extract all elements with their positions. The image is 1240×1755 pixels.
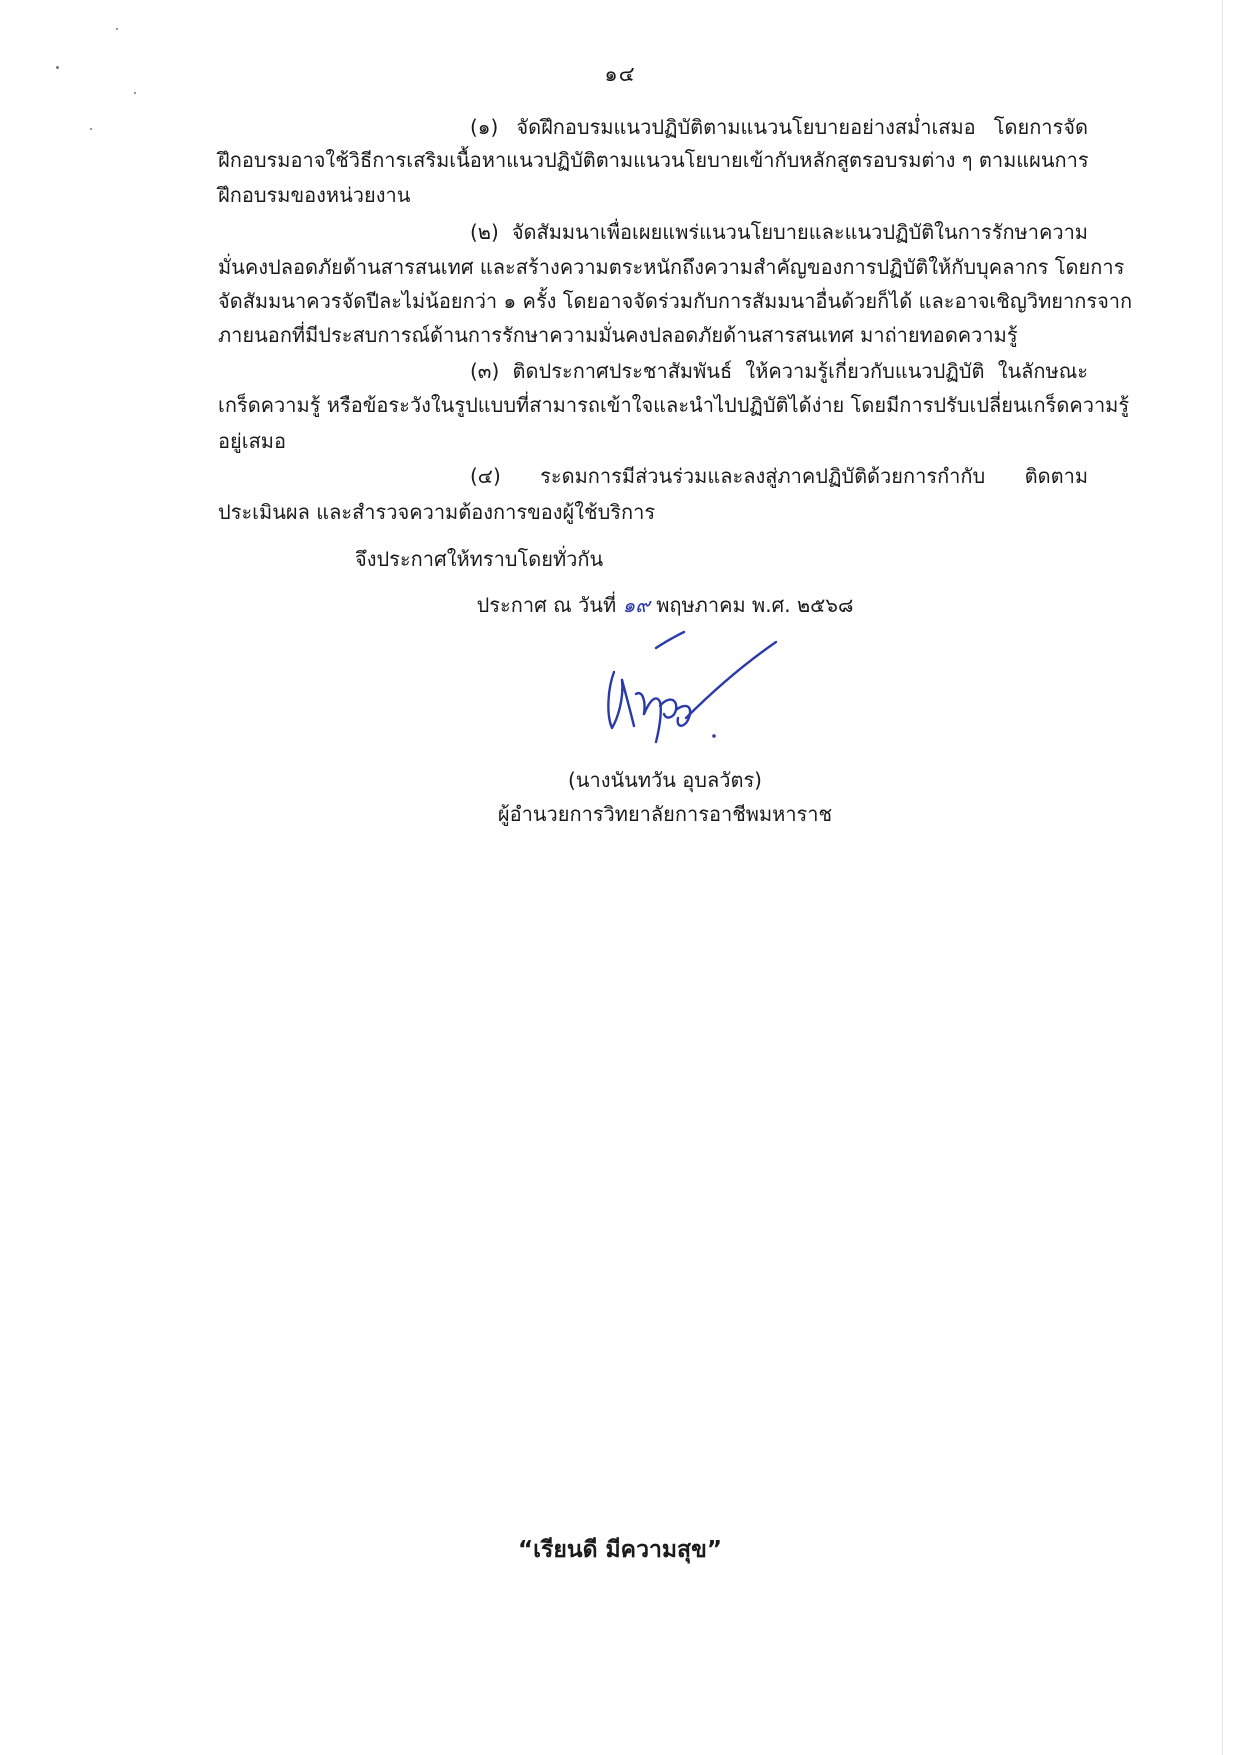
date-month-year: พฤษภาคม พ.ศ. ๒๕๖๘ [656, 593, 854, 617]
item-4-line-1: ประเมินผล และสำรวจความต้องการของผู้ใช้บริการ [218, 500, 656, 524]
item-1-lead: (๑) จัดฝึกอบรมแนวปฏิบัติตามแนวนโยบายอย่างสม่ำเสมอ โดยการจัด [470, 115, 1088, 139]
item-3-line-2: อยู่เสมอ [218, 429, 286, 453]
signer-title: ผู้อำนวยการวิทยาลัยการอาชีพมหาราช [497, 802, 833, 826]
announcement-text: จึงประกาศให้ทราบโดยทั่วกัน [355, 547, 604, 571]
scan-speck [116, 28, 118, 30]
item-3-line-1: เกร็ดความรู้ หรือข้อระวังในรูปแบบที่สามารถเข้าใจและนำไปปฏิบัติได้ง่าย โดยมีการปรับเปลี่ยนเกร็ดความรู้ [218, 393, 1130, 417]
handwritten-signature [598, 610, 798, 760]
item-2-line-1: มั่นคงปลอดภัยด้านสารสนเทศ และสร้างความตระหนักถึงความสำคัญของการปฏิบัติให้กับบุคลากร โดยการ [218, 255, 1125, 279]
item-3-lead: (๓) ติดประกาศประชาสัมพันธ์ ให้ความรู้เกี่ยวกับแนวปฏิบัติ ในลักษณะ [470, 359, 1088, 383]
page-number: ๑๔ [604, 62, 636, 86]
scan-edge-line [1222, 0, 1223, 1755]
item-4-lead: (๔) ระดมการมีส่วนร่วมและลงสู่ภาคปฏิบัติด้วยการกำกับ ติดตาม [470, 464, 1088, 488]
date-prefix: ประกาศ ณ วันที่ [476, 593, 617, 617]
item-1-line-1: ฝึกอบรมอาจใช้วิธีการเสริมเนื้อหาแนวปฏิบัติตามแนวนโยบายเข้ากับหลักสูตรอบรมต่าง ๆ ตามแผนการ [218, 148, 1089, 172]
item-1-line-2: ฝึกอบรมของหน่วยงาน [218, 183, 411, 207]
scan-speck [90, 128, 92, 130]
scan-speck [134, 92, 136, 94]
item-2-line-2: จัดสัมมนาควรจัดปีละไม่น้อยกว่า ๑ ครั้ง โดยอาจจัดร่วมกับการสัมมนาอื่นด้วยก็ได้ และอาจเชิญวิทยากรจาก [218, 289, 1133, 313]
college-motto: “เรียนดี มีความสุข” [518, 1537, 722, 1563]
item-2-lead: (๒) จัดสัมมนาเพื่อเผยแพร่แนวนโยบายและแนวปฏิบัติในการรักษาความ [470, 220, 1088, 244]
item-2-line-3: ภายนอกที่มีประสบการณ์ด้านการรักษาความมั่นคงปลอดภัยด้านสารสนเทศ มาถ่ายทอดความรู้ [218, 323, 1018, 347]
date-day: ๑๙ [622, 593, 650, 617]
signer-name: (นางนันทวัน อุบลวัตร) [568, 768, 762, 792]
